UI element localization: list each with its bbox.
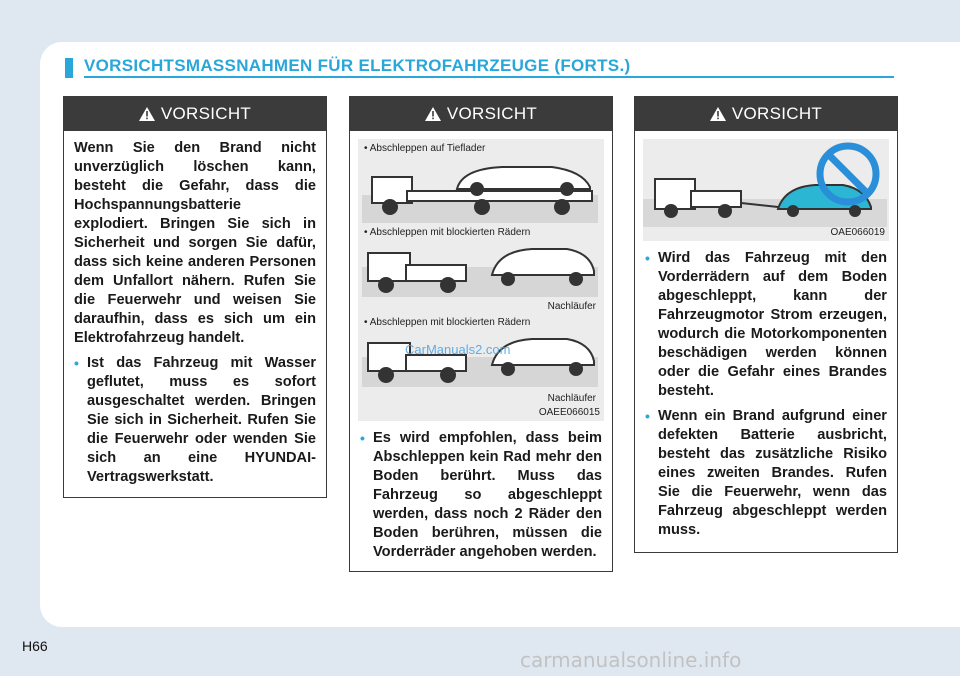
site-watermark: carmanualsonline.info xyxy=(520,648,742,672)
wheel-lift-truck-illustration xyxy=(362,331,598,391)
wheel-lift-truck-illustration xyxy=(362,241,598,301)
figure-caption: • Abschleppen mit blockierten Rädern xyxy=(364,227,531,238)
figure-code: OAEE066015 xyxy=(538,407,600,418)
figure-code: OAE066019 xyxy=(830,227,885,238)
overlay-watermark: CarManuals2.com xyxy=(405,342,511,357)
caution-box-1 xyxy=(63,96,327,498)
warning-triangle-icon xyxy=(710,107,726,121)
caution-intro-text: Wenn Sie den Brand nicht unverzüglich löschen kann, besteht die Gefahr, dass die Hochspannungsbatterie explodiert. Bringen Sie sich in Sicherheit und sorgen Sie dafür, dass sich keine anderen Personen dem Unfallort nähern. Rufen Sie die Feuerwehr und weisen Sie daraufhin, dass es sich um ein Elektrofahrzeug handelt. xyxy=(74,140,316,346)
caution-box-2 xyxy=(349,96,613,572)
list-item: • Es wird empfohlen, dass beim Abschleppen kein Rad mehr den Boden berührt. Muss das Fahrzeug so abgeschleppt werden, dass noch 2 Räder den Boden berühren, müssen die Vorderräder angehoben werden. xyxy=(360,430,602,560)
caution-box-3 xyxy=(634,96,898,553)
caution-header xyxy=(635,97,897,131)
figure-caption: • Abschleppen mit blockierten Rädern xyxy=(364,317,531,328)
flatbed-truck-illustration xyxy=(362,155,598,225)
caution-header xyxy=(350,97,612,131)
caution-label: VORSICHT xyxy=(731,104,823,123)
title-underline xyxy=(84,76,894,78)
caution-label: VORSICHT xyxy=(446,104,538,123)
page-number: H66 xyxy=(22,638,48,654)
title-accent-bar xyxy=(65,58,73,78)
dolly-label: Nachläufer xyxy=(547,393,596,404)
list-item: • Ist das Fahrzeug mit Wasser geflutet, muss es sofort ausgeschaltet werden. Bringen Sie sich in Sicherheit. Rufen Sie die Feuerwehr oder wenden Sie sich an eine HYUNDAI-Vertragswerkstatt. xyxy=(74,355,316,485)
list-item: • Wird das Fahrzeug mit den Vorderrädern auf dem Boden abgeschleppt, kann der Fahrzeugmotor Strom erzeugen, wodurch die Motorkomponenten beschädigen werden können oder die Gefahr eines Brandes besteht. xyxy=(645,250,887,399)
dolly-label: Nachläufer xyxy=(547,301,596,312)
section-title: VORSICHTSMASSNAHMEN FÜR ELEKTROFAHRZEUGE (FORTS.) xyxy=(84,56,631,75)
towing-illustration xyxy=(358,139,604,421)
caution-header xyxy=(64,97,326,131)
figure-caption: • Abschleppen auf Tieflader xyxy=(364,143,486,154)
caution-label: VORSICHT xyxy=(160,104,252,123)
towing-illustration xyxy=(643,139,889,241)
warning-triangle-icon xyxy=(425,107,441,121)
list-item: • Wenn ein Brand aufgrund einer defekten Batterie ausbricht, besteht das zusätzliche Risiko eines zweiten Brandes. Rufen Sie die Feuerwehr, wenn das Fahrzeug abgeschleppt werden muss. xyxy=(645,408,887,538)
prohibition-icon xyxy=(815,141,881,207)
warning-triangle-icon xyxy=(139,107,155,121)
